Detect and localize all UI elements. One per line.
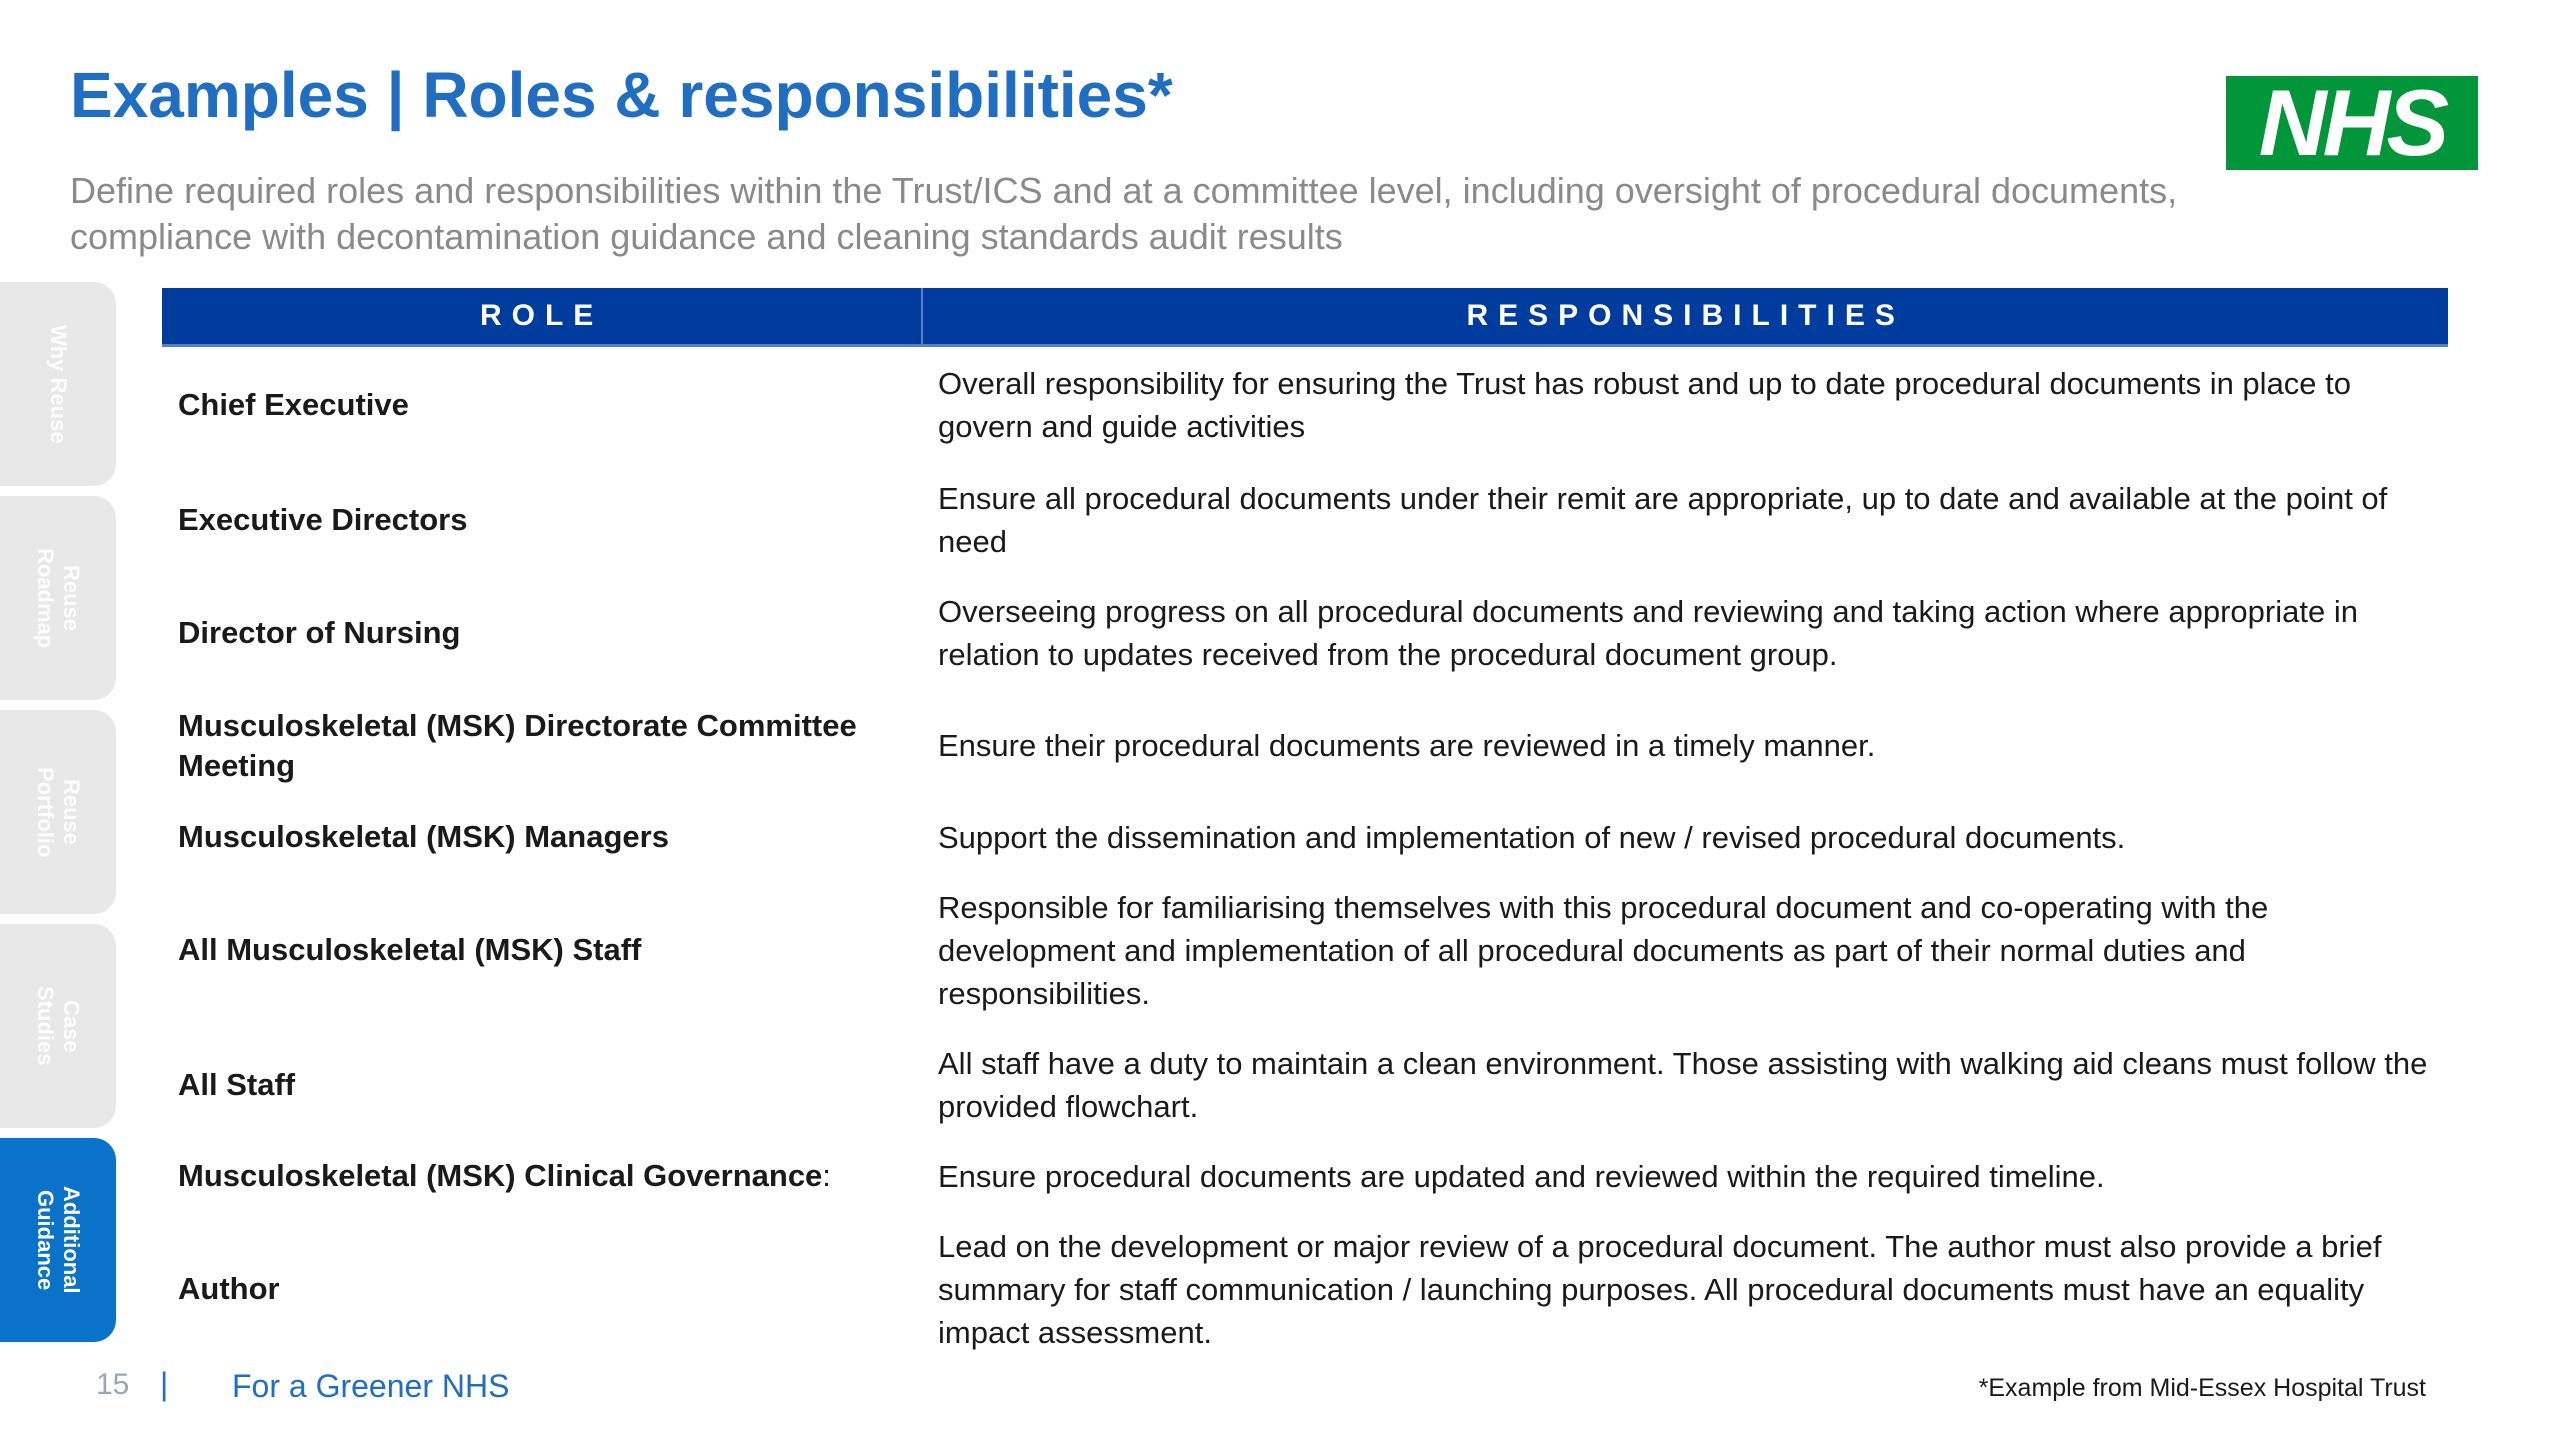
responsibility-cell: Ensure all procedural documents under their remit are appropriate, up to date and available at the point of need xyxy=(938,480,2388,559)
tab-case-studies[interactable] xyxy=(0,924,116,1128)
footer-separator: | xyxy=(160,1366,169,1402)
responsibility-cell: Overseeing progress on all procedural documents and reviewing and taking action where appropriate in relation to updates received from the procedural document group. xyxy=(938,593,2358,672)
column-header-responsibilities: RESPONSIBILITIES xyxy=(1466,299,1905,332)
tab-reuse-roadmap[interactable] xyxy=(0,496,116,700)
responsibility-cell: Ensure procedural documents are updated and reviewed within the required timeline. xyxy=(938,1158,2105,1194)
responsibility-cell: Ensure their procedural documents are reviewed in a timely manner. xyxy=(938,728,1876,763)
responsibility-cell: Lead on the development or major review of a procedural document. The author must also provide a brief summary for staff communication / launching purposes. All procedural documents must have an equality impact assessment. xyxy=(938,1228,2382,1350)
table-row xyxy=(162,347,2448,463)
nhs-logo-text: NHS xyxy=(2258,70,2446,175)
page-title: Examples | Roles & responsibilities* xyxy=(70,59,1173,131)
responsibility-cell: Responsible for familiarising themselves with this procedural document and co-operating with the development and implementation of all procedural documents as part of their normal duties and responsibilities. xyxy=(938,889,2269,1011)
table-row xyxy=(162,1028,2448,1141)
tab-additional-guidance[interactable] xyxy=(0,1138,116,1342)
role-cell: Executive Directors xyxy=(178,501,468,537)
table-row xyxy=(162,802,2448,872)
table-row xyxy=(162,463,2448,576)
footnote: *Example from Mid-Essex Hospital Trust xyxy=(1978,1374,2426,1402)
side-navigation xyxy=(0,282,118,1342)
nhs-logo xyxy=(2226,70,2478,175)
role-cell: All Musculoskeletal (MSK) Staff xyxy=(178,932,642,967)
roles-table xyxy=(162,288,2448,1367)
page-number: 15 xyxy=(96,1368,130,1401)
role-cell: Director of Nursing xyxy=(178,614,461,650)
tab-label: Additional Guidance xyxy=(33,1186,84,1294)
tab-why-reuse[interactable] xyxy=(0,282,116,486)
table-row xyxy=(162,1211,2448,1367)
role-cell: Musculoskeletal (MSK) Managers xyxy=(178,819,669,854)
role-cell: Musculoskeletal (MSK) Clinical Governance: xyxy=(178,1158,831,1193)
role-cell: Musculoskeletal (MSK) Directorate Committee Meeting xyxy=(178,707,857,783)
tab-label: Reuse Portfolio xyxy=(33,766,84,858)
responsibility-cell: Support the dissemination and implementation of new / revised procedural documents. xyxy=(938,819,2126,855)
role-cell: Author xyxy=(178,1271,280,1306)
column-header-role: ROLE xyxy=(162,288,923,344)
table-row xyxy=(162,872,2448,1028)
tab-reuse-portfolio[interactable] xyxy=(0,710,116,914)
responsibility-cell: Overall responsibility for ensuring the Trust has robust and up to date procedural documents in place to govern and guide activities xyxy=(938,366,2352,444)
tab-label: Case Studies xyxy=(33,986,84,1066)
table-header xyxy=(162,288,2448,347)
role-cell: Chief Executive xyxy=(178,387,409,422)
table-row xyxy=(162,1141,2448,1211)
table-row xyxy=(162,689,2448,802)
table-row xyxy=(162,576,2448,689)
footer-tagline: For a Greener NHS xyxy=(232,1368,510,1404)
page-subtitle: Define required roles and responsibilities within the Trust/ICS and at a committee level, including oversight of procedural documents, compliance with decontamination guidance and cleaning standards audit results xyxy=(70,170,2178,257)
tab-label: Why Reuse xyxy=(46,324,71,444)
role-cell: All Staff xyxy=(178,1066,296,1102)
responsibility-cell: All staff have a duty to maintain a clean environment. Those assisting with walking aid cleans must follow the provided flowchart. xyxy=(938,1045,2428,1124)
tab-label: Reuse Roadmap xyxy=(33,547,84,649)
